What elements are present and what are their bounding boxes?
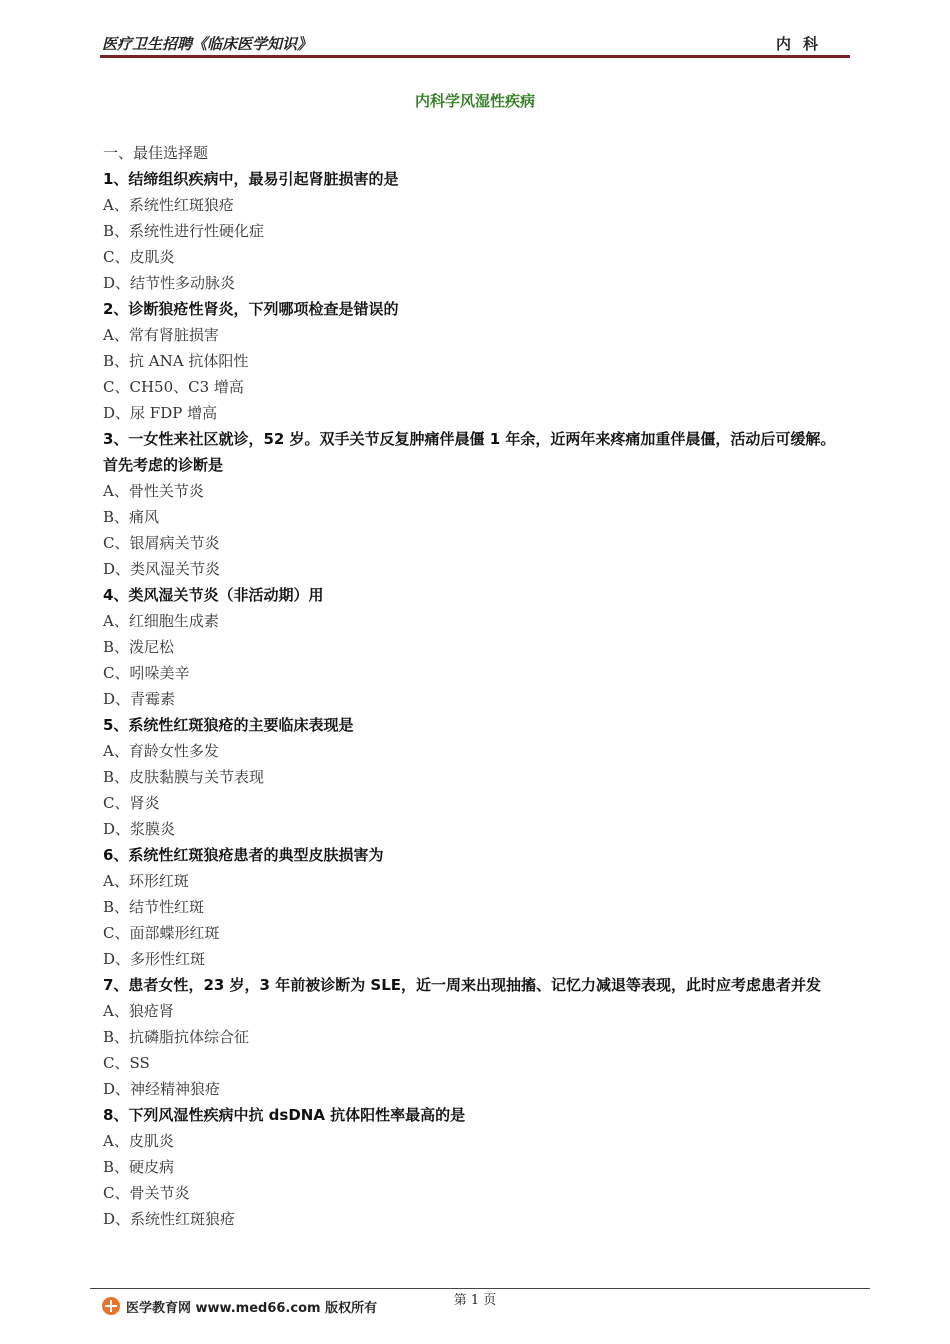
answer-option: D、类风湿关节炎 [103,560,221,578]
question-text: 3、一女性来社区就诊，52 岁。双手关节反复肿痛伴晨僵 1 年余，近两年来疼痛加重伴晨僵，活动后可缓解。 [103,430,836,448]
answer-option: A、红细胞生成素 [103,612,219,630]
section-heading: 一、最佳选择题 [103,144,209,162]
answer-option: D、结节性多动脉炎 [103,274,236,292]
answer-option: B、系统性进行性硬化症 [103,222,265,240]
header-divider [100,55,850,58]
page-header [100,30,850,56]
footer-brand [102,1296,377,1316]
answer-option: C、骨关节炎 [103,1184,190,1202]
question-text: 7、患者女性，23 岁，3 年前被诊断为 SLE，近一周来出现抽搐、记忆力减退等表现，此时应考虑患者并发 [103,976,822,994]
question-text: 2、诊断狼疮性肾炎，下列哪项检查是错误的 [103,300,399,318]
answer-option: C、吲哚美辛 [103,664,190,682]
answer-option: B、硬皮病 [103,1158,175,1176]
answer-option: C、肾炎 [103,794,160,812]
answer-option: D、青霉素 [103,690,176,708]
answer-option: A、常有肾脏损害 [103,326,219,344]
question-text: 5、系统性红斑狼疮的主要临床表现是 [103,716,354,734]
answer-option: A、系统性红斑狼疮 [103,196,234,214]
question-text: 4、类风湿关节炎（非活动期）用 [103,586,324,604]
answer-option: D、系统性红斑狼疮 [103,1210,236,1228]
answer-option: A、环形红斑 [103,872,189,890]
answer-option: C、面部蝶形红斑 [103,924,220,942]
question-text: 8、下列风湿性疾病中抗 dsDNA 抗体阳性率最高的是 [103,1106,466,1124]
answer-option: C、SS [103,1054,150,1072]
answer-option: A、皮肌炎 [103,1132,174,1150]
answer-option: A、育龄女性多发 [103,742,219,760]
answer-option: D、神经精神狼疮 [103,1080,221,1098]
answer-option: A、骨性关节炎 [103,482,204,500]
answer-option: B、泼尼松 [103,638,175,656]
question-text: 首先考虑的诊断是 [103,456,224,474]
answer-option: D、尿 FDP 增高 [103,404,218,422]
header-title: 医疗卫生招聘《临床医学知识》 [102,35,313,53]
answer-option: D、浆膜炎 [103,820,176,838]
question-text: 6、系统性红斑狼疮患者的典型皮肤损害为 [103,846,384,864]
answer-option: B、结节性红斑 [103,898,205,916]
answer-option: D、多形性红斑 [103,950,206,968]
answer-option: A、狼疮肾 [103,1002,174,1020]
question-text: 1、结缔组织疾病中，最易引起肾脏损害的是 [103,170,399,188]
answer-option: C、银屑病关节炎 [103,534,220,552]
header-section: 内科 [775,35,830,53]
answer-option: B、抗 ANA 抗体阳性 [103,352,249,370]
brand-logo-icon [102,1297,120,1315]
answer-option: B、痛风 [103,508,160,526]
document-title: 内科学风湿性疾病 [414,92,535,110]
question-list [103,140,863,1232]
answer-option: B、皮肤黏膜与关节表现 [103,768,265,786]
page-number: 第 1 页 [453,1293,497,1308]
answer-option: C、CH50、C3 增高 [103,378,244,396]
footer-brand-text: 医学教育网 www.med66.com 版权所有 [126,1300,378,1316]
answer-option: C、皮肌炎 [103,248,175,266]
answer-option: B、抗磷脂抗体综合征 [103,1028,250,1046]
